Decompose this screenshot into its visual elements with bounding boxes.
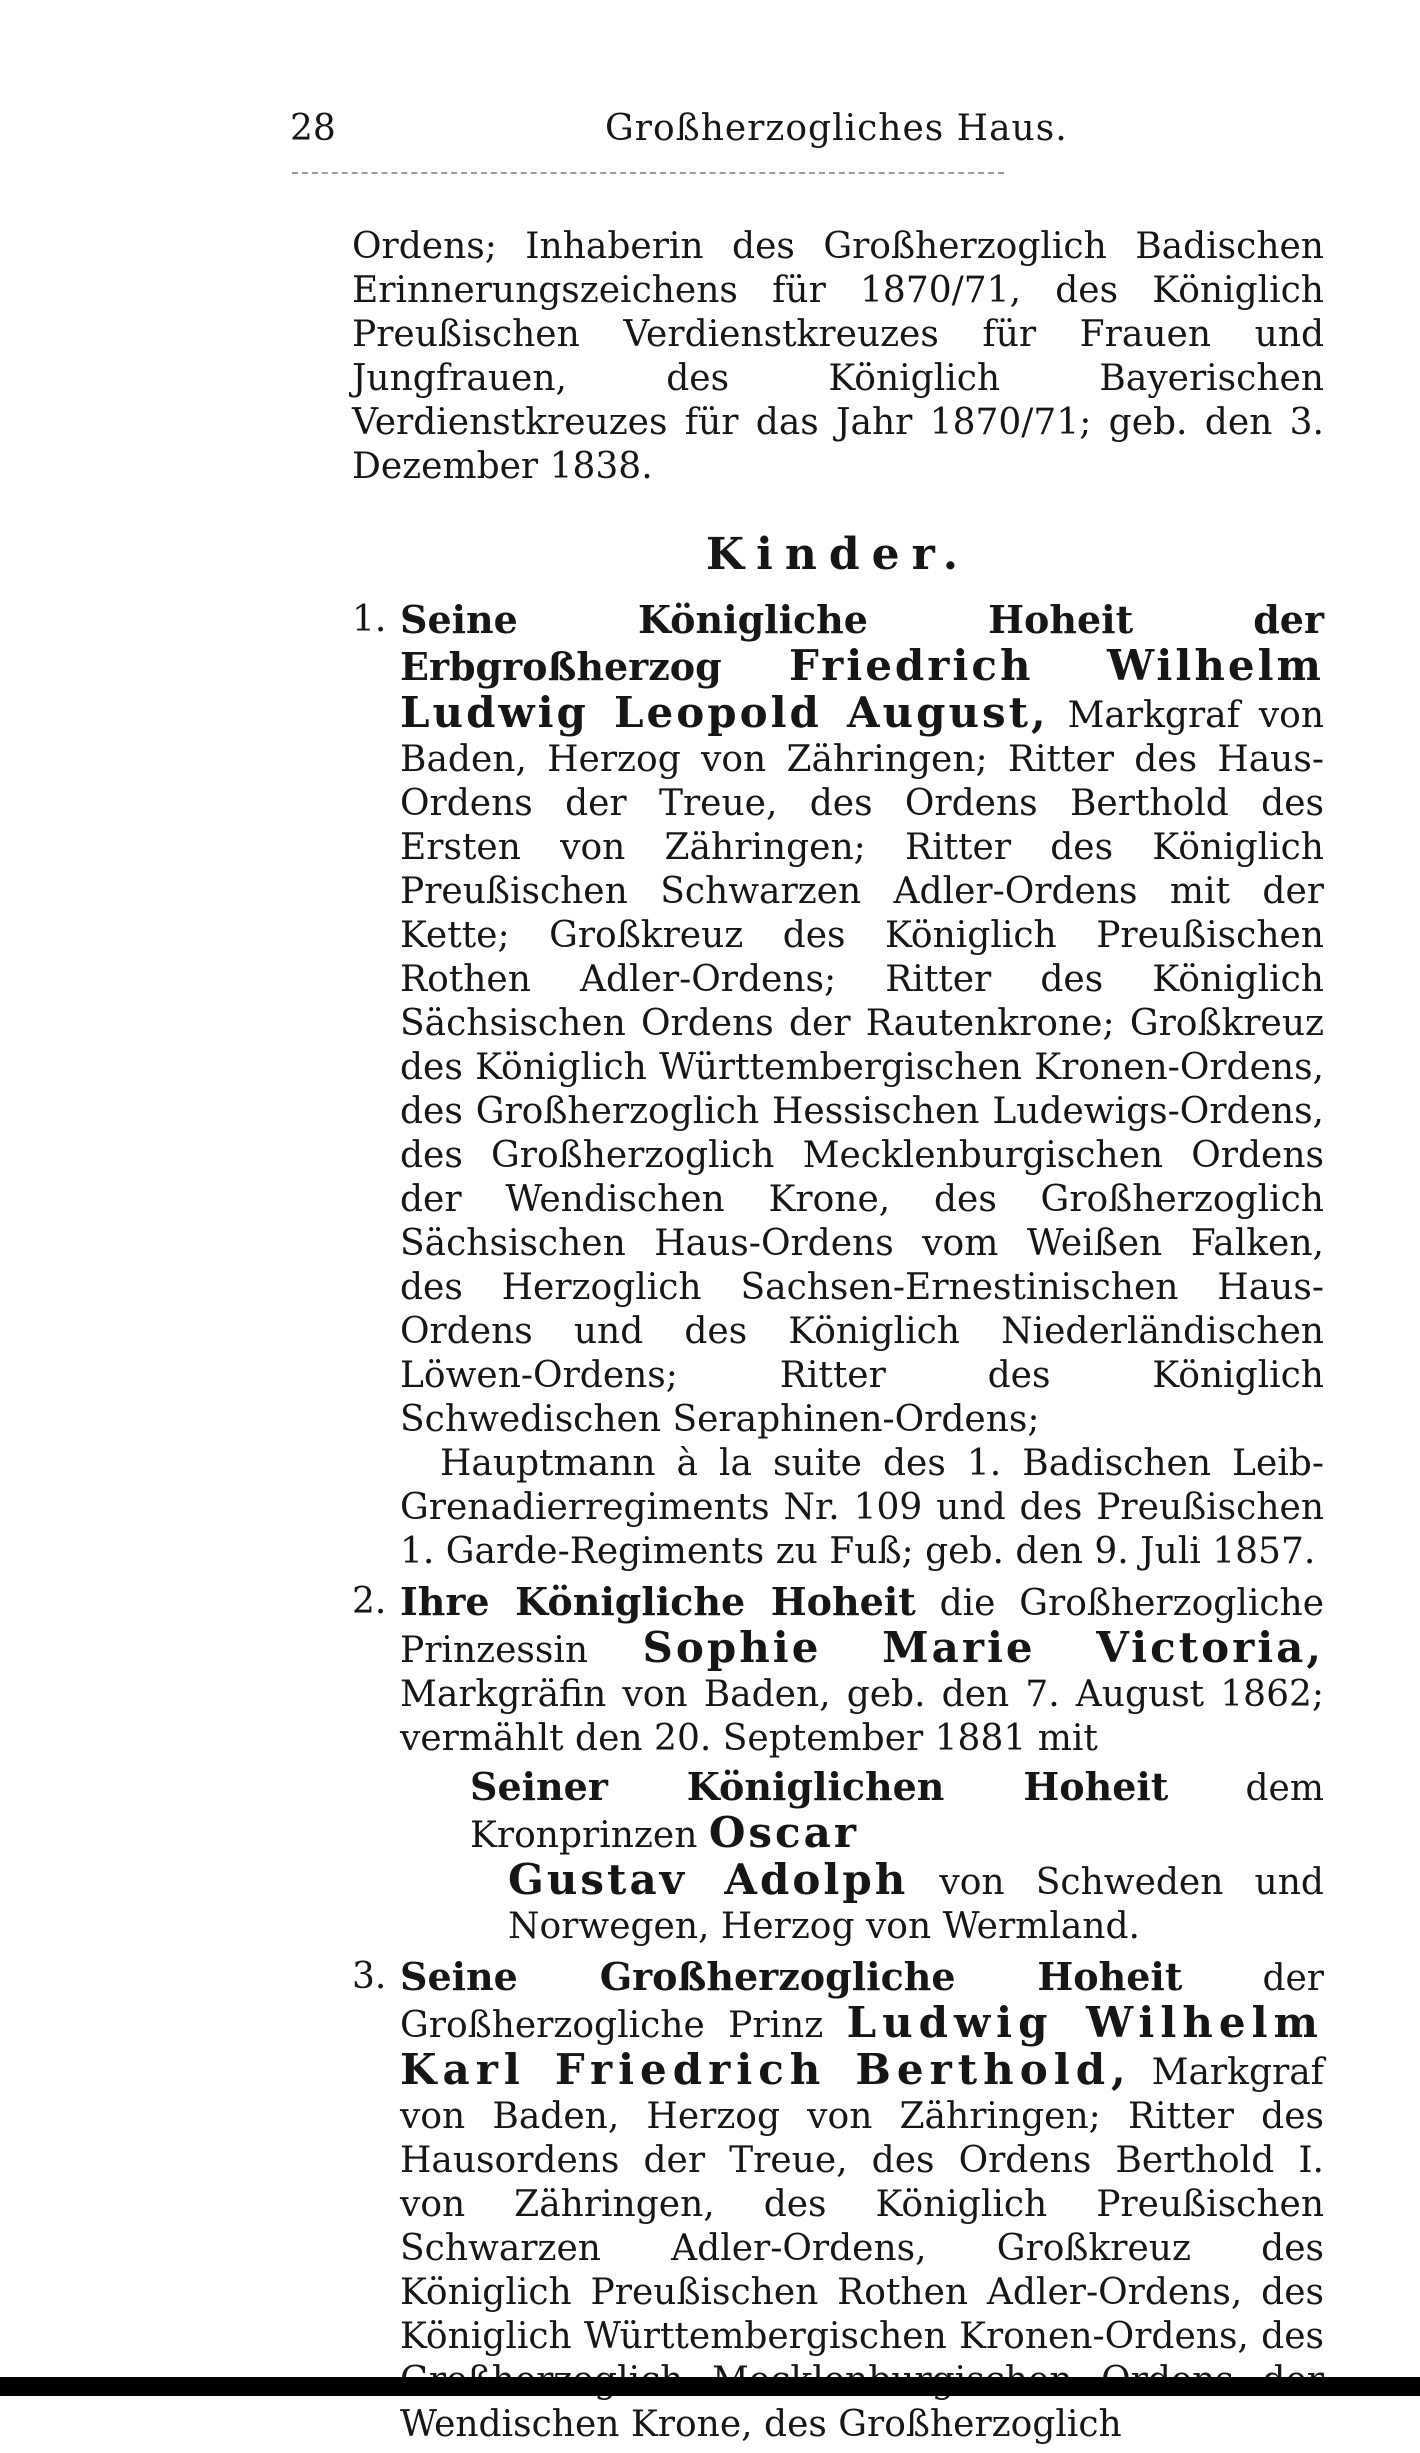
spouse-body [470,1765,1324,1858]
entry-text-continued: Hauptmann à la suite des 1. Badischen Leib-Grenadierregiments Nr. 109 und des Preußischen 1. Garde-Regiments zu Fuß; geb. den 9. Juli 1857. [400,1443,1324,1572]
child-entry-2 [352,1580,1324,1949]
page-header [290,108,1130,158]
spouse-honorific-rest: dem Kronprinzen [470,1768,1324,1856]
entry-number: 3. [352,1956,387,1997]
spouse-block [400,1765,1324,1949]
intro-paragraph: Ordens; Inhaberin des Großherzoglich Badischen Erinnerungszeichens für 1870/71, des Königlich Preußischen Verdienstkreuzes für Frauen und Jungfrauen, des Königlich Bayerischen Verdienstkreuzes für das Jahr 1870/71; geb. den 3. Dezember 1838. [352,226,1324,487]
entry-honorific: Seine Königliche Hoheit der Erbgroßherzog [400,597,1324,689]
entry-body [400,1580,1324,1761]
entry-name: Sophie Marie Victoria, [642,1623,1324,1672]
running-head: Großherzogliches Haus. [605,108,1068,149]
entry-name: Ludwig Wilhelm Karl Friedrich Berthold, [400,1998,1324,2094]
header-rule [292,172,1004,174]
entry-text: Markgraf von Baden, Herzog von Zähringen; Ritter des Haus-Ordens der Treue, des Ordens Berthold des Ersten von Zähringen; Ritter des Königlich Preußischen Schwarzen Adler-Ordens mit der Kette; Großkreuz des Königlich Preußischen Rothen Adler-Ordens; Ritter des Königlich Sächsischen Ordens der Rautenkrone; Großkreuz des Königlich Württembergischen Kronen-Ordens, des Großherzoglich Hessischen Ludewigs-Ordens, des Großherzoglich Mecklenburgischen Ordens der Wendischen Krone, des Großherzoglich Sächsischen Haus-Ordens vom Weißen Falken, des Herzoglich Sachsen-Ernestinischen Haus-Ordens und des Königlich Niederländischen Löwen-Ordens; Ritter des Königlich Schwedischen Seraphinen-Ordens; [400,695,1324,1440]
entry-name: Friedrich Wilhelm Ludwig Leopold August, [400,641,1324,737]
entry-honorific-rest: die Großherzogliche Prinzessin [400,1583,1324,1671]
spouse-name-second: Gustav Adolph [508,1855,909,1904]
section-heading: Kinder. [705,529,971,580]
entry-body [400,1955,1324,2447]
scan-bottom-edge [0,2377,1420,2396]
child-entry-1 [352,598,1324,1574]
entry-body [400,598,1324,1442]
child-entry-3 [352,1955,1324,2447]
entry-number: 2. [352,1581,387,1622]
entry-text: Markgraf von Baden, Herzog von Zähringen; Ritter des Hausordens der Treue, des Ordens Berthold I. von Zähringen, des Königlich Preußischen Schwarzen Adler-Ordens, Großkreuz des Königlich Preußischen Rothen Adler-Ordens, des Königlich Württembergischen Kronen-Ordens, des Wendischen Krone, des Großherzoglich [400,2052,1324,2445]
entry-honorific: Ihre Königliche Hoheit [400,1579,916,1624]
spouse-name-first: Oscar [708,1808,859,1857]
entry-text: Markgräfin von Baden, geb. den 7. August 1862; vermählt den 20. September 1881 mit [400,1674,1324,1759]
page-body [352,225,1324,2453]
page-number: 28 [290,108,336,149]
spouse-text: von Schweden und Norwegen, Herzog von Wermland. [508,1862,1324,1947]
spouse-body-continued [470,1855,1324,1949]
entry-number: 1. [352,599,387,640]
entry-honorific-rest: der Großherzogliche Prinz [400,1958,1324,2046]
spouse-honorific: Seiner Königlichen Hoheit [470,1764,1169,1809]
entry-honorific: Seine Großherzogliche Hoheit [400,1954,1183,1999]
